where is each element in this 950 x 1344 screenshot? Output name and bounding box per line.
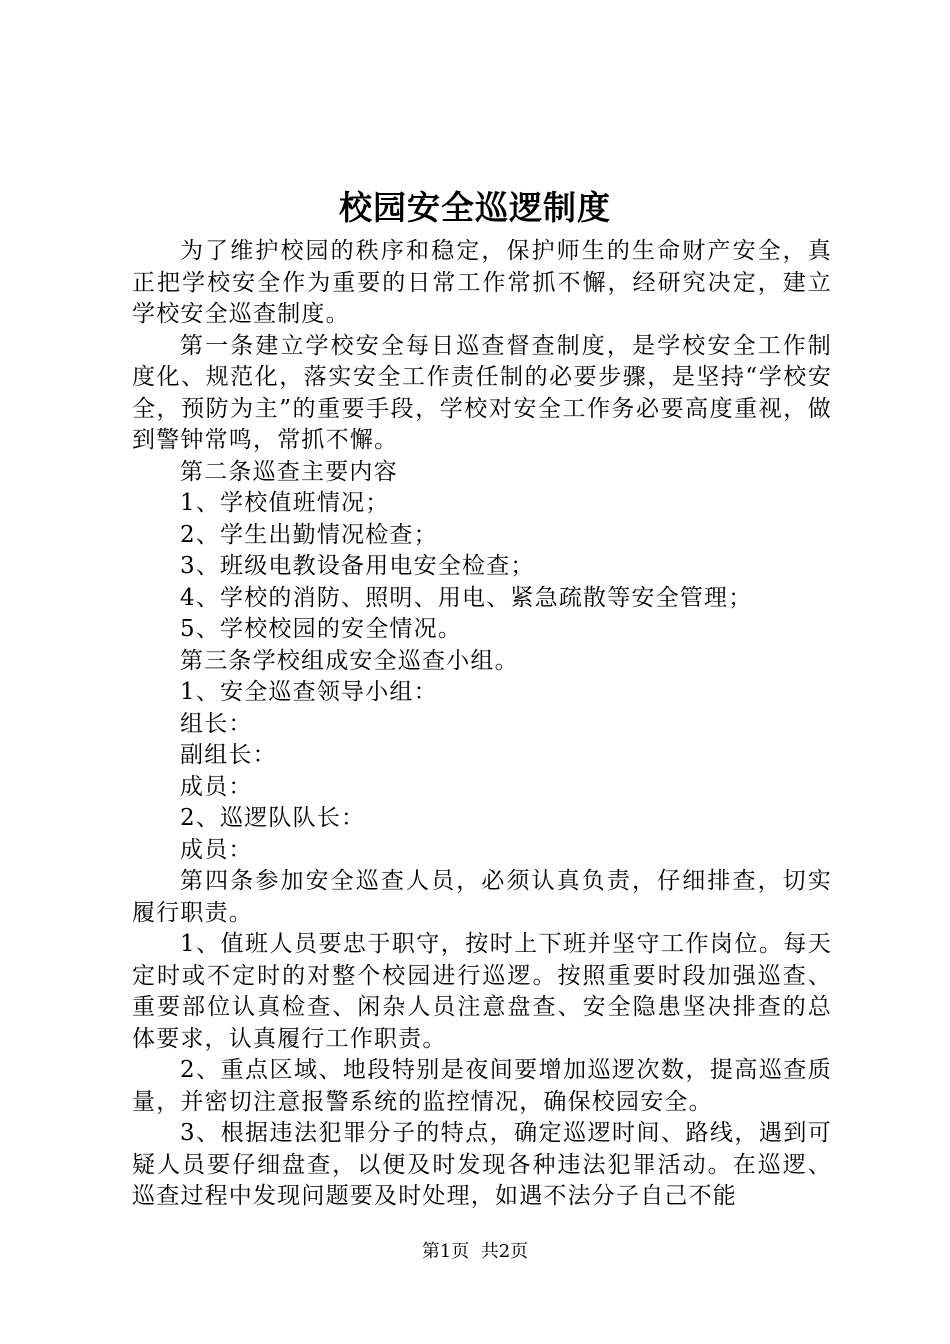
page-footer — [0, 1240, 950, 1264]
list-item: 1、学校值班情况； — [180, 490, 390, 516]
paragraph: 第一条建立学校安全每日巡查督查制度，是学校安全工作制度化、规范化，落实安全工作责任制的必要步骤，是坚持“学校安全，预防为主”的重要手段，学校对安全工作务必要高度重视，做到警钟常鸣，常抓不懈。 — [132, 332, 832, 453]
list-item: 5、学校校园的安全情况。 — [180, 616, 463, 642]
list-item: 3、班级电教设备用电安全检查； — [180, 553, 535, 579]
section-heading: 第二条巡查主要内容 — [180, 458, 398, 485]
paragraph: 为了维护校园的秩序和稳定，保护师生的生命财产安全，真正把学校安全作为重要的日常工作常抓不懈，经研究决定，建立学校安全巡查制度。 — [132, 238, 832, 327]
document-body — [132, 236, 832, 1213]
paragraph: 2、重点区域、地段特别是夜间要增加巡逻次数，提高巡查质量，并密切注意报警系统的监控情况，确保校园安全。 — [132, 1057, 832, 1115]
paragraph: 3、根据违法犯罪分子的特点，确定巡逻时间、路线，遇到可疑人员要仔细盘查，以便及时发现各种违法犯罪活动。在巡逻、巡查过程中发现问题要及时处理，如遇不法分子自己不能 — [132, 1120, 832, 1209]
page-number: 第1页 — [421, 1241, 470, 1262]
list-item: 成员： — [180, 773, 253, 800]
page-total: 共2页 — [480, 1241, 529, 1262]
list-item: 4、学校的消防、照明、用电、紧急疏散等安全管理； — [180, 584, 753, 611]
section-heading: 第三条学校组成安全巡查小组。 — [180, 647, 519, 674]
paragraph: 第四条参加安全巡查人员，必须认真负责，仔细排查，切实履行职责。 — [132, 868, 832, 926]
list-item: 成员： — [180, 836, 253, 863]
list-item: 1、安全巡查领导小组： — [180, 679, 438, 705]
paragraph: 1、值班人员要忠于职守，按时上下班并坚守工作岗位。每天定时或不定时的对整个校园进行巡逻。按照重要时段加强巡查、重要部位认真检查、闲杂人员注意盘查、安全隐患坚决排查的总体要求，认真履行工作职责。 — [132, 931, 832, 1052]
list-item: 2、学生出勤情况检查； — [180, 521, 438, 548]
list-item: 2、巡逻队队长： — [180, 805, 366, 831]
document-title: 校园安全巡逻制度 — [339, 188, 611, 227]
list-item: 副组长： — [180, 742, 277, 768]
list-item: 组长： — [180, 710, 253, 737]
